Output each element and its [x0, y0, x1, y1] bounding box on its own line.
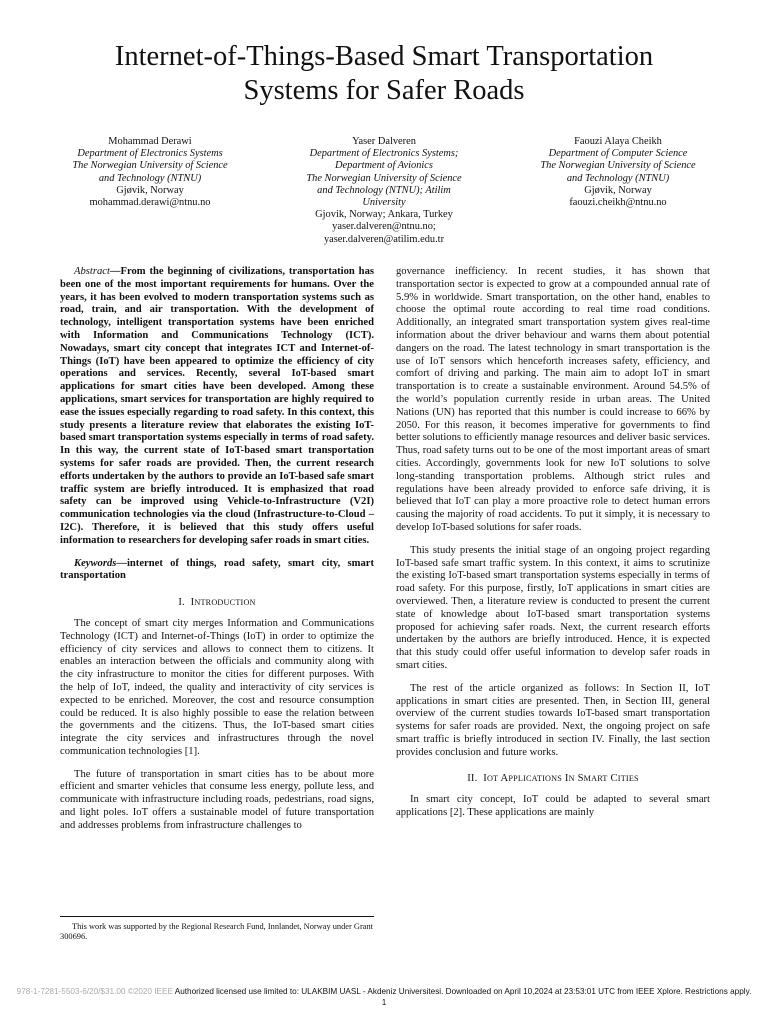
- right-column: [396, 266, 710, 820]
- author-email: mohammad.derawi@ntnu.no: [89, 197, 211, 209]
- author-affiliation-line: The Norwegian University of Science: [306, 172, 462, 184]
- author-name: Yaser Dalveren: [352, 136, 416, 147]
- author-email: faouzi.cheikh@ntnu.no: [569, 197, 667, 209]
- paper-title: [0, 40, 768, 108]
- keywords: [60, 558, 374, 584]
- footnote: [60, 916, 374, 942]
- intro-paragraph-1: The concept of smart city merges Information and Communications Technology (ICT) and Internet-of-Things (IoT) in order to optimize the efficiency of city services and allows to connect them to citizens. It enables an interaction between the officials and community along with the city infrastructure to monitor the cities for different purposes. With the help of IoT, indeed, the quality and interactivity of city services is expected to be enriched. Moreover, the cost and resource consumption could be reduced. It is also highly possible to ease the relation between the governments and the citizens. Thus, the IoT-based smart cities integrate the city services and infrastructures through the novel communication technologies [1].: [60, 617, 374, 757]
- author-2: [284, 136, 484, 246]
- author-affiliation-line: The Norwegian University of Science: [540, 160, 696, 172]
- author-email: yaser.dalveren@atilim.edu.tr: [323, 233, 445, 245]
- keywords-lead: Keywords: [74, 557, 117, 569]
- author-location: Gjøvik, Norway: [116, 184, 184, 196]
- section-title: IOT APPLICATIONS IN SMART CITIES: [483, 773, 639, 785]
- section-heading-iot-applications: [396, 773, 710, 786]
- author-location: Gjovik, Norway; Ankara, Turkey: [315, 209, 453, 221]
- intro-paragraph-4: This study presents the initial stage of an ongoing project regarding IoT-based safe smart traffic system. In this context, it aims to scrutinize the existing IoT-based smart transportation systems especially in terms of road safety. For this purpose, firstly, IoT applications in smart cities are overviewed. Then, a literature review is conducted to present the current state of knowledge about IoT-based smart transportation systems proposed for achieving safer roads. Next, the current research efforts undertaken by the authors are briefly introduced. Hence, it is expected that this study could offer useful information to develop safer roads in smart cities.: [396, 544, 710, 671]
- author-affiliation-line: The Norwegian University of Science: [72, 160, 228, 172]
- author-1: [50, 136, 250, 246]
- intro-paragraph-3: governance inefficiency. In recent studies, it has shown that transportation sector is expected to grow at a compounded annual rate of 5.9% in worldwide. Smart transportation, on the other hand, enables to choose the optimal route according to real time road conditions. Additionally, an integrated smart transportation system gives real-time information about the driver behaviour and warns them about potential dangers on the road. The latest technology in smart transportation is the use of IoT sensors which henceforth increases safety, efficiency, and comfort of driving and parking. The main aim to adopt IoT in smart transportation is to create a sustainable environment. Around 54.5% of the world’s population currently reside in urban areas. The United Nations (UN) has reported that this number is could increase to 66% by 2050. For this reason, it becomes imperative for governments to find better solutions to efficiently manage resources and deliver basic services. Thus, road safety turns out to be one of the most important areas of smart cities. Accordingly, governments look for new IoT solutions to solve long-standing transportation problems. Although strict rules and regulations have been already provided to enforce safe driving, it is believed that IoT can play a more proactive role to detect human errors causing the majority of road accidents. To put it simply, it is necessary to develop IoT-based solutions for safer roads.: [396, 266, 710, 533]
- author-block: [50, 136, 718, 246]
- footer-overlap-text: 978-1-7281-5503-6/20/$31.00 ©2020 IEEE: [16, 987, 173, 996]
- page-footer: [0, 986, 768, 1008]
- author-affiliation-line: Department of Electronics Systems;: [309, 148, 459, 160]
- author-name: Mohammad Derawi: [108, 136, 192, 147]
- page-number: 1: [381, 998, 387, 1007]
- title-line-2: Systems for Safer Roads: [243, 75, 525, 106]
- section-number: II.: [467, 773, 478, 785]
- intro-paragraph-2: The future of transportation in smart cities has to be about more efficient and smarter vehicles that consume less energy, pollute less, and communicate with infrastructure including roads, pedestrians, road signs, and light poles. IoT offers a sustainable model of future transportation and addresses problems from infrastructure challenges to: [60, 768, 374, 831]
- title-line-1: Internet-of-Things-Based Smart Transportation: [114, 41, 654, 72]
- section-number: I.: [178, 597, 185, 609]
- abstract-text: —From the beginning of civilizations, transportation has been one of the most important requirements for humans. Over the years, it has been evolved to modern transportation systems such as road, train, and air transportation. With the development of technology, intelligent transportation systems have been enriched with Information and Communications Technology (ICT). Nowadays, smart city concept that integrates ICT and Internet-of-Things (IoT) have been appeared to optimize the efficiency of city operations and services. Recently, several IoT-based smart applications for smart cities have been developed. Among these applications, smart services for transportation are highly required to ease the issues especially regarding to road safety. In this context, this study presents a literature review that elaborates the existing IoT-based smart transportation systems especially in terms of road safety. In this way, the current state of IoT-based smart transportation systems for safer roads are provided. Then, the current research efforts undertaken by the authors to provide an IoT-based safe smart traffic system are briefly introduced. It is emphasized that road safety can be improved using Vehicle-to-Infrastructure (V2I) communication technologies via the cloud (Infrastructure-to-Cloud – I2C). Therefore, it is believed that this study offers useful information to researchers for developing safer roads in smart cities.: [60, 266, 374, 546]
- author-email: yaser.dalveren@ntnu.no;: [332, 221, 436, 233]
- keywords-text: —internet of things, road safety, smart city, smart transportation: [60, 557, 374, 582]
- author-location: Gjøvik, Norway: [584, 184, 652, 196]
- author-3: [518, 136, 718, 246]
- author-affiliation-line: and Technology (NTNU): [98, 172, 202, 184]
- author-affiliation-line: Department of Computer Science: [548, 148, 688, 160]
- section-heading-introduction: [60, 597, 374, 610]
- intro-paragraph-5: The rest of the article organized as follows: In Section II, IoT applications in smart cities are presented. Then, in Section III, general overview of the current studies towards IoT-based smart transportation systems for safer roads are provided. Next, the ongoing project on safe smart traffic is briefly introduced in section IV. Finally, the last section provides conclusion and future works.: [396, 682, 710, 758]
- author-affiliation-line: University: [362, 197, 406, 209]
- author-name: Faouzi Alaya Cheikh: [574, 136, 662, 147]
- left-column: [60, 266, 374, 833]
- author-affiliation-line: Department of Avionics: [335, 160, 433, 172]
- author-affiliation-line: and Technology (NTNU): [566, 172, 670, 184]
- footnote-text: This work was supported by the Regional Research Fund, Innlandet, Norway under Grant 300696.: [60, 922, 373, 942]
- author-affiliation-line: Department of Electronics Systems: [77, 148, 223, 160]
- footer-license-text: Authorized licensed use limited to: ULAKBIM UASL - Akdeniz Universitesi. Downloaded on April 10,2024 at 23:53:01 UTC from IEEE Xplore. Restrictions apply.: [174, 987, 752, 996]
- author-affiliation-line: and Technology (NTNU); Atilim: [317, 184, 451, 196]
- abstract-lead: Abstract: [74, 266, 110, 277]
- abstract: [60, 266, 374, 548]
- section-title: INTRODUCTION: [190, 597, 256, 609]
- section2-paragraph-1: In smart city concept, IoT could be adapted to several smart applications [2]. These applications are mainly: [396, 794, 710, 819]
- footer-license-line: [0, 986, 768, 997]
